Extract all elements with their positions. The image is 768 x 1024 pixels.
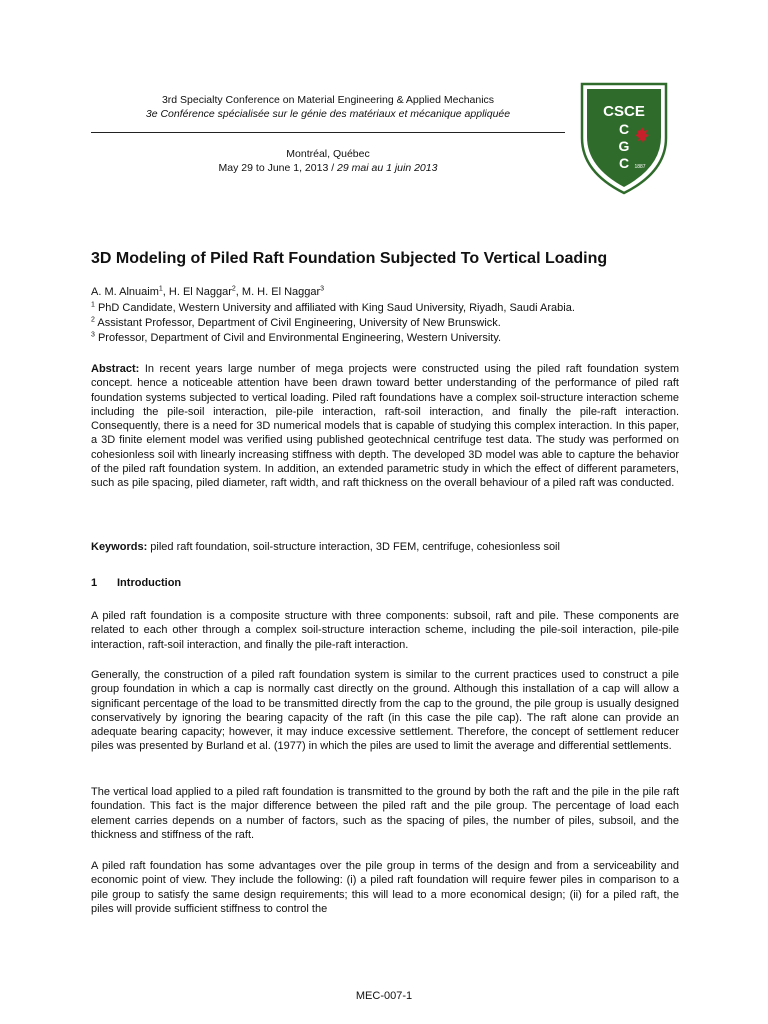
affiliation-3 (91, 331, 501, 345)
affiliation-2-sup: 2 (91, 316, 95, 324)
conference-dates (90, 161, 566, 175)
conference-venue: Montréal, Québec (286, 148, 370, 160)
section-heading-introduction (91, 577, 181, 589)
intro-paragraph-4: A piled raft foundation has some advantages over the pile group in terms of the design and from a serviceability and economic point of view. They include the following: (i) a piled raft foundation will require fewer piles in comparison to a pile group to satisfy the same design requirements; this will lead to a more economical design; (ii) for a piled raft, the piles will provide sufficient stiffness to control the (91, 860, 679, 915)
conference-name-fr: 3e Conférence spécialisée sur le génie des matériaux et mécanique appliquée (145, 108, 511, 120)
author-2: H. El Naggar (168, 286, 232, 298)
affiliation-1 (91, 301, 575, 315)
dates-fr: 29 mai au 1 juin 2013 (337, 162, 438, 174)
page-footer: MEC-007-1 (355, 990, 413, 1002)
keywords-text: piled raft foundation, soil-structure interaction, 3D FEM, centrifuge, cohesionless soil (147, 541, 560, 553)
intro-paragraph-2: Generally, the construction of a piled raft foundation system is similar to the current practices used to construct a pile group foundation in which a cap is normally cast directly on the ground. Although this installation of a cap will allow a significant percentage of the load to be transmitted directly from the cap to the ground, the pile group is usually designed conservatively by ignoring the bearing capacity of the raft (in this case the pile cap). The raft alone can provide an adequate bearing capacity; however, it may induce excessive settlement. Therefore, the concept of settlement reducer piles was presented by Burland et al. (1977) in which the piles are used to limit the average and differential settlements. (91, 669, 679, 753)
logo-year: 1887 (634, 164, 646, 170)
dates-en: May 29 to June 1, 2013 / (218, 162, 335, 174)
logo-letter-c2: C (618, 155, 630, 171)
intro-paragraph-3: The vertical load applied to a piled raft foundation is transmitted to the ground by both the raft and the pile in the pile raft foundation. This fact is the major difference between the piled raft and the pile group. The percentage of load each element carries depends on a number of factors, such as the spacing of piles, the number of piles, subsoil, and the thickness and stiffness of the raft. (91, 786, 679, 841)
logo-text-csce: CSCE (603, 103, 645, 120)
affiliation-2-text: Assistant Professor, Department of Civil Engineering, University of New Brunswick. (94, 317, 501, 329)
abstract-text: In recent years large number of mega projects were constructed using the piled raft foundation system concept. hence a noticeable attention have been drawn toward better understanding of the performance of piled raft foundation systems subjected to vertical loading. Piled raft foundations have a complex soil-structure interaction scheme including the pile-soil interaction, pile-pile interaction, raft-soil interaction, and finally the pile-raft interaction. Consequently, there is a need for 3D numerical models that is capable of studying this complex interaction. In this paper, a 3D finite element model was verified using published geotechnical centrifuge test data. The study was performed on cohesionless soil with linearly increasing stiffness with depth. The developed 3D model was able to capture the behavior of the piled raft foundation system. In addition, an extended parametric study in which the effect of different parameters, such as pile spacing, piled diameter, raft width, and raft thickness on the overall behaviour of a piled raft was conducted. (91, 363, 679, 490)
author-1: A. M. Alnuaim (91, 286, 159, 298)
logo-letter-c: C (618, 121, 630, 137)
abstract (91, 362, 679, 491)
conference-name-en: 3rd Specialty Conference on Material Engineering & Applied Mechanics (161, 94, 495, 106)
header-rule (91, 132, 565, 133)
author-1-sup: 1 (158, 285, 163, 293)
affiliation-2 (91, 316, 501, 330)
affiliation-3-text: Professor, Department of Civil and Environmental Engineering, Western University. (94, 332, 502, 344)
keywords-label: Keywords: (91, 541, 148, 553)
author-sep-2: , (235, 286, 242, 298)
author-2-sup: 2 (231, 285, 236, 293)
author-list (91, 285, 324, 299)
paper-title: 3D Modeling of Piled Raft Foundation Subjected To Vertical Loading (91, 250, 608, 267)
affiliation-1-text: PhD Candidate, Western University and affiliated with King Saud University, Riyadh, Saudi Arabia. (94, 302, 575, 314)
author-3-sup: 3 (320, 285, 325, 293)
csce-logo (578, 80, 670, 196)
logo-letter-g: G (618, 138, 630, 154)
affiliation-3-sup: 3 (91, 331, 95, 339)
intro-paragraph-1: A piled raft foundation is a composite structure with three components: subsoil, raft and pile. These components are related to each other through a complex soil-structure interaction scheme, including the pile-soil interaction, pile-pile interaction, raft-soil interaction, and finally the pile-raft interaction. (91, 610, 679, 651)
section-number: 1 (91, 577, 98, 589)
abstract-label: Abstract: (91, 363, 140, 375)
affiliation-1-sup: 1 (91, 301, 95, 309)
keywords (91, 540, 679, 554)
section-title: Introduction (117, 577, 182, 589)
author-sep-1: , (162, 286, 169, 298)
author-3: M. H. El Naggar (241, 286, 321, 298)
